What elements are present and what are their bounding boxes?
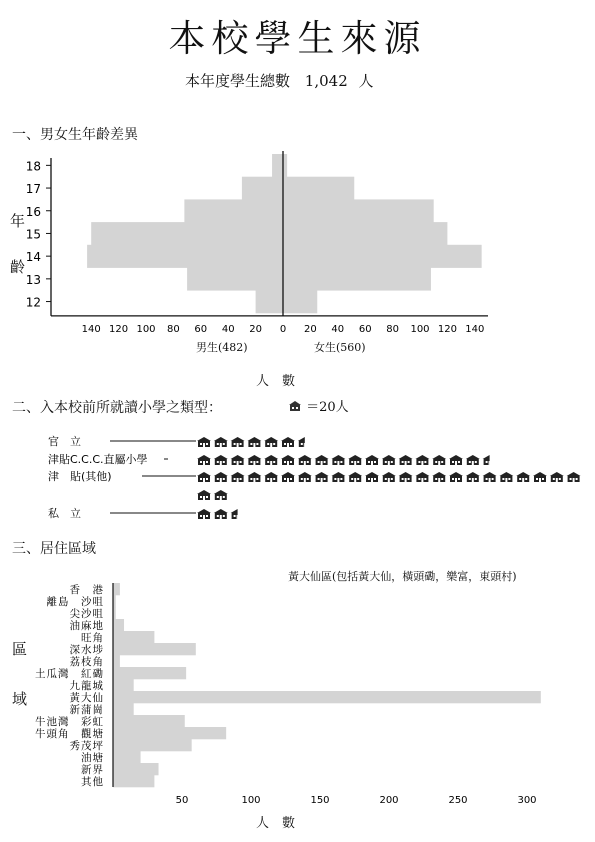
school-icon (197, 509, 211, 519)
total-unit: 人 (358, 72, 374, 90)
male-bar-13 (187, 268, 283, 291)
district-x-tick: 50 (175, 795, 189, 805)
school-icon (567, 472, 581, 482)
district-label: 油麻地 (69, 620, 104, 632)
school-type-label: 私 立 (48, 507, 81, 520)
school-icon (449, 455, 463, 465)
school-icon (331, 472, 345, 482)
school-icon (415, 455, 429, 465)
school-icon (298, 472, 312, 482)
female-bar-14 (283, 245, 482, 268)
school-icon (331, 455, 345, 465)
district-bar (113, 775, 154, 787)
school-icon (281, 437, 295, 447)
school-icon (247, 455, 261, 465)
school-icon (298, 437, 312, 447)
section1-axis-label: 人 數 (256, 374, 296, 389)
pyramid-x-tick: 20 (249, 323, 262, 335)
pyramid-x-tick: 40 (221, 323, 235, 335)
school-icon (449, 472, 463, 482)
district-x-tick: 200 (379, 795, 399, 805)
school-icon (214, 509, 228, 519)
school-type-pictogram (0, 428, 595, 523)
school-icon (197, 437, 211, 447)
district-label: 油塘 (81, 752, 104, 764)
section3-axis-label: 人 數 (256, 816, 296, 831)
pyramid-x-tick: 100 (410, 323, 430, 335)
pyramid-x-tick: 100 (136, 323, 156, 335)
district-label: 其他 (81, 776, 104, 788)
school-icon (466, 455, 480, 465)
school-icon (348, 472, 362, 482)
school-icon (533, 472, 547, 482)
district-bar (113, 727, 226, 739)
school-icon (432, 472, 446, 482)
school-icon (399, 455, 413, 465)
district-bar (113, 739, 192, 751)
school-icon (315, 472, 329, 482)
district-label: 旺角 (81, 632, 104, 644)
section1-heading: 一、男女生年齡差異 (12, 127, 138, 143)
pyramid-x-tick: 140 (465, 323, 485, 335)
section3-annotation: 黃大仙區(包括黃大仙，橫頭磡，樂富，東頭村) (288, 570, 517, 583)
total-label: 本年度學生總數 (185, 72, 291, 90)
district-label: 尖沙咀 (69, 608, 104, 620)
section3-heading: 三、居住區域 (12, 541, 96, 557)
school-icon (288, 400, 302, 412)
district-label: 九龍城 (69, 680, 104, 692)
school-icon (365, 472, 379, 482)
school-icon (499, 472, 513, 482)
section1-ylabel-2: 齡 (10, 258, 26, 276)
male-bar-17 (242, 177, 283, 200)
school-icon (214, 455, 228, 465)
female-bar-17 (283, 177, 354, 200)
school-icon (214, 472, 228, 482)
male-bar-18 (272, 154, 283, 177)
school-icon (432, 455, 446, 465)
school-icon (382, 455, 396, 465)
section2-legend (288, 396, 349, 415)
school-icon (516, 472, 530, 482)
district-bar (113, 751, 141, 763)
pyramid-x-tick: 60 (194, 323, 208, 335)
school-icon (247, 437, 261, 447)
district-bar (113, 643, 196, 655)
school-icon (281, 455, 295, 465)
school-icon (281, 472, 295, 482)
school-icon (214, 490, 228, 500)
pyramid-x-tick: 120 (437, 323, 457, 335)
pyramid-x-tick: 80 (167, 323, 180, 335)
age-tick-label: 12 (25, 295, 41, 310)
district-x-tick: 250 (448, 795, 468, 805)
male-label: 男生(482) (196, 341, 248, 354)
district-bar-chart (0, 575, 595, 805)
age-tick-label: 14 (25, 250, 41, 265)
school-icon (298, 455, 312, 465)
district-label: 黃大仙 (69, 692, 104, 704)
district-label: 新蒲崗 (69, 704, 104, 716)
section2-heading: 二、入本校前所就讀小學之類型： (12, 400, 222, 416)
female-label: 女生(560) (314, 341, 366, 354)
total-students (185, 70, 374, 91)
school-icon (197, 472, 211, 482)
page-title: 本校學生來源 (168, 17, 427, 60)
age-tick-label: 18 (25, 159, 41, 174)
male-bar-12 (256, 290, 283, 313)
district-label: 離島 沙咀 (46, 596, 104, 608)
female-bar-13 (283, 268, 431, 291)
pyramid-x-tick: 20 (304, 323, 317, 335)
section3-ylabel-1: 區 (12, 640, 28, 658)
district-bar (113, 655, 120, 667)
school-icon (466, 472, 480, 482)
age-tick-label: 13 (25, 272, 41, 287)
section1-ylabel-1: 年 (10, 212, 26, 230)
district-label: 牛頭角 觀塘 (35, 728, 104, 740)
district-label: 牛池灣 彩虹 (35, 716, 104, 728)
pyramid-x-tick: 140 (81, 323, 101, 335)
district-bar (113, 667, 186, 679)
legend-value: ＝20人 (306, 400, 349, 415)
district-bar (113, 619, 124, 631)
age-tick-label: 15 (25, 227, 41, 242)
district-label: 土瓜灣 紅磡 (35, 668, 104, 680)
district-label: 秀茂坪 (69, 740, 104, 752)
school-icon (197, 490, 211, 500)
school-icon (231, 509, 245, 519)
female-bar-16 (283, 199, 434, 222)
school-icon (483, 455, 497, 465)
female-bar-12 (283, 290, 317, 313)
school-type-label: 津貼C.C.C.直屬小學 (48, 453, 148, 466)
section3-ylabel-2: 域 (12, 690, 28, 708)
school-icon (231, 437, 245, 447)
male-bar-14 (87, 245, 283, 268)
pyramid-x-tick: 60 (358, 323, 372, 335)
district-bar (113, 631, 154, 643)
district-bar (113, 715, 185, 727)
school-icon (264, 472, 278, 482)
district-x-tick: 100 (241, 795, 261, 805)
district-label: 深水埗 (69, 644, 104, 656)
pyramid-x-tick: 0 (279, 323, 287, 335)
district-label: 荔枝角 (69, 656, 104, 668)
age-tick-label: 16 (25, 204, 41, 219)
age-tick-label: 17 (25, 182, 41, 197)
district-label: 新界 (81, 764, 104, 776)
school-icon (415, 472, 429, 482)
male-bar-15 (91, 222, 283, 245)
school-icon (365, 455, 379, 465)
school-icon (231, 472, 245, 482)
pyramid-x-tick: 80 (386, 323, 399, 335)
school-icon (264, 455, 278, 465)
school-type-label: 津 貼(其他) (48, 470, 112, 483)
district-bar (113, 763, 159, 775)
district-bar (113, 679, 134, 691)
school-type-label: 官 立 (48, 435, 81, 448)
school-icon (483, 472, 497, 482)
district-x-tick: 150 (310, 795, 330, 805)
school-icon (214, 437, 228, 447)
school-icon (197, 455, 211, 465)
school-icon (382, 472, 396, 482)
school-icon (264, 437, 278, 447)
district-bar (113, 583, 120, 595)
total-value: 1,042 (304, 72, 348, 90)
pyramid-x-tick: 40 (331, 323, 345, 335)
district-label: 香 港 (69, 584, 104, 596)
pyramid-x-tick: 120 (109, 323, 129, 335)
school-icon (348, 455, 362, 465)
female-bar-15 (283, 222, 447, 245)
district-x-tick: 300 (517, 795, 537, 805)
district-bar (113, 691, 541, 703)
male-bar-16 (184, 199, 283, 222)
school-icon (399, 472, 413, 482)
school-icon (247, 472, 261, 482)
age-pyramid-chart (0, 140, 595, 395)
school-icon (315, 455, 329, 465)
school-icon (231, 455, 245, 465)
district-bar (113, 703, 134, 715)
school-icon (550, 472, 564, 482)
